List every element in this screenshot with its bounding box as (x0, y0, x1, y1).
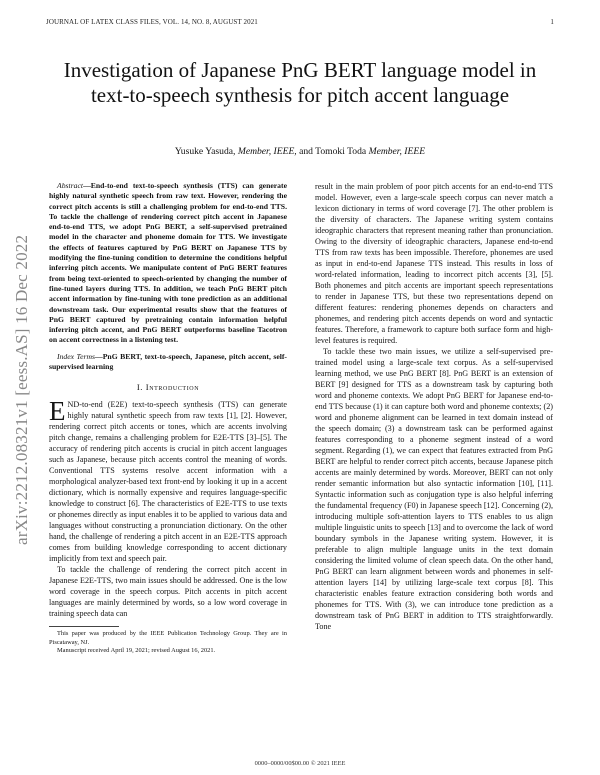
author-line (60, 146, 540, 157)
page-number: 1 (550, 18, 554, 26)
intro-paragraph-1 (49, 396, 287, 564)
index-terms-text: —PnG BERT, text-to-speech, Japanese, pitch accent, self-supervised learning (49, 351, 287, 372)
footnote-2: Manuscript received April 19, 2021; revised August 16, 2021. (57, 646, 216, 654)
journal-header: JOURNAL OF LATEX CLASS FILES, VOL. 14, NO. 8, AUGUST 2021 (46, 18, 258, 26)
drop-cap: E (49, 396, 66, 427)
right-column (315, 181, 553, 632)
copyright-footer: 0000–0000/00$00.00 © 2021 IEEE (254, 760, 346, 767)
right-paragraph-2: To tackle these two main issues, we utilize a self-supervised pre-trained model using a large-scale text corpus. As a self-supervised learning method, we use PnG BERT [8]. PnG BERT is an extension of BERT [9] designed for TTS as a downstream task by capturing both word and phoneme contexts. We adopt PnG BERT for Japanese end-to-end TTS because (1) it can capture both word and phoneme contexts; (2) word and phoneme alignment can be learned in text domain instead of the speech domain; (3) a downstream task can be performed against features corresponding to a phoneme segment instead of a word segment. Regarding (1), we can expect that features extracted from PnG BERT are helpful to render correct pitch accents, because Japanese pitch accents are mainly determined by words. Moreover, BERT can not only render semantic information but also syntactic information [10], [11]. Syntactic information such as conjugation type is also helpful inferring the fundamental frequency (F0) in Japanese speech [12]. Concerning (2), introducing multiple soft-attention layers to TTS enables to us align multiple linguistic units to speech [13] and to overcome the lack of word boundary symbols in the Japanese writing system. However, it is preferable to align multiple language units in the text domain considering the limited volume of clean speech data. On the other hand, PnG BERT can learn alignment between words and phonemes in self-attention layers [14] by utilizing large-scale text corpus [8]. This characteristic enables feature extraction considering both words and phonemes for TTS. With (3), we can introduce tone prediction as a downstream task of PnG BERT in addition to TTS straightforwardly. Tone (315, 347, 553, 631)
footnote-divider (49, 626, 119, 627)
section-heading-introduction: I. Introduction (136, 382, 200, 393)
abstract (49, 181, 287, 346)
author-1: Yusuke Yasuda, (174, 146, 236, 157)
index-terms-label: Index Terms (57, 351, 96, 361)
footnote-1: This paper was produced by the IEEE Publication Technology Group. They are in Piscataway, NJ. (49, 630, 287, 646)
abstract-text: —End-to-end text-to-speech synthesis (TTS) can generate highly natural synthetic speech from raw text. However, rendering the correct pitch accents is still a challenging problem for end-to-end TTS. To tackle the challenge of rendering correct pitch accent in Japanese end-to-end TTS, we adopt PnG BERT, a self-supervised pretrained model in the character and phoneme domain for TTS. We investigate the effects of features captured by PnG BERT on Japanese TTS by modifying the fine-tuning condition to determine the conditions helpful inferring pitch accents. We manipulate content of PnG BERT features from being text-oriented to speech-oriented by changing the number of fine-tuned layers during TTS. In addition, we teach PnG BERT pitch accent information by fine-tuning with tone prediction as an additional downstream task. Our experimental results show that the features of PnG BERT captured by pretraining contain information helpful inferring pitch accent, and PnG BERT outperforms baseline Tacotron on accent correctness in a listening test. (49, 181, 287, 345)
index-terms (49, 352, 287, 373)
arxiv-identifier: arXiv:2212.08321v1 [eess.AS] 16 Dec 2022 (12, 234, 31, 545)
left-column (49, 181, 287, 655)
intro-paragraph-2: To tackle the challenge of rendering the correct pitch accent in Japanese E2E-TTS, two main issues should be addressed. One is the low word coverage in the speech corpus. Pitch accents in pitch accent languages are mainly determined by words, so a low word coverage in training speech data can (49, 565, 287, 619)
running-head (46, 18, 554, 26)
right-paragraph-1: result in the main problem of poor pitch accents for an end-to-end TTS model. However, even a large-scale speech corpus can never match a lexicon dictionary in terms of word coverage [7]. The other problem is the diversity of characters. The Japanese writing system contains ideographic characters that represent meaning rather than pronunciation. Owing to the diversity of ideographic characters, Japanese end-to-end TTS from raw texts has been impossible. Therefore, phonemes are used as input in end-to-end Japanese TTS instead. This results in loss of word-related information, leading to incorrect pitch accents [3], [5]. Both phonemes and pitch accents are important speech representations to render in Japanese TTS, but these two representations depend on different features: rendering phonemes depends on characters and phonemes, and rendering pitch accents depends on word and syntactic features. Therefore, a framework to capture both surface form and high-level features is required. (315, 182, 553, 345)
author-2-role: Member, IEEE (368, 146, 426, 157)
intro-paragraph-1-text: ND-to-end (E2E) text-to-speech synthesis (TTS) can generate highly natural synthetic speech from raw texts [1], [2]. However, rendering correct pitch accents or tones, which are accents involving pitch change, remains a challenging problem for E2E-TTS [3]–[5]. The accuracy of rendering pitch accents is crucial in pitch accent languages such as Japanese, because pitch accents control the meaning of words. Conventional TTS systems resolve accent information with a morphological analyzer-based text front-end by looking it up in a accent dictionary, which is normally expensive and requires language-specific knowledge to construct [6]. The characteristics of E2E-TTS to use texts or phonemes directly as input enables it to be applied to various data and languages without constructing a pronunciation dictionary. On the other hand, the challenge of rendering a pitch accent in an E2E-TTS approach comes from building knowledge corresponding to accent dictionary implicitly from text and speech pair. (49, 400, 287, 564)
author-2: and Tomoki Toda (299, 146, 367, 157)
paper-title: Investigation of Japanese PnG BERT language model in text-to-speech synthesis for pitch accent language (63, 58, 537, 107)
author-1-role: Member, IEEE, (237, 146, 297, 157)
abstract-label: Abstract (57, 181, 84, 190)
